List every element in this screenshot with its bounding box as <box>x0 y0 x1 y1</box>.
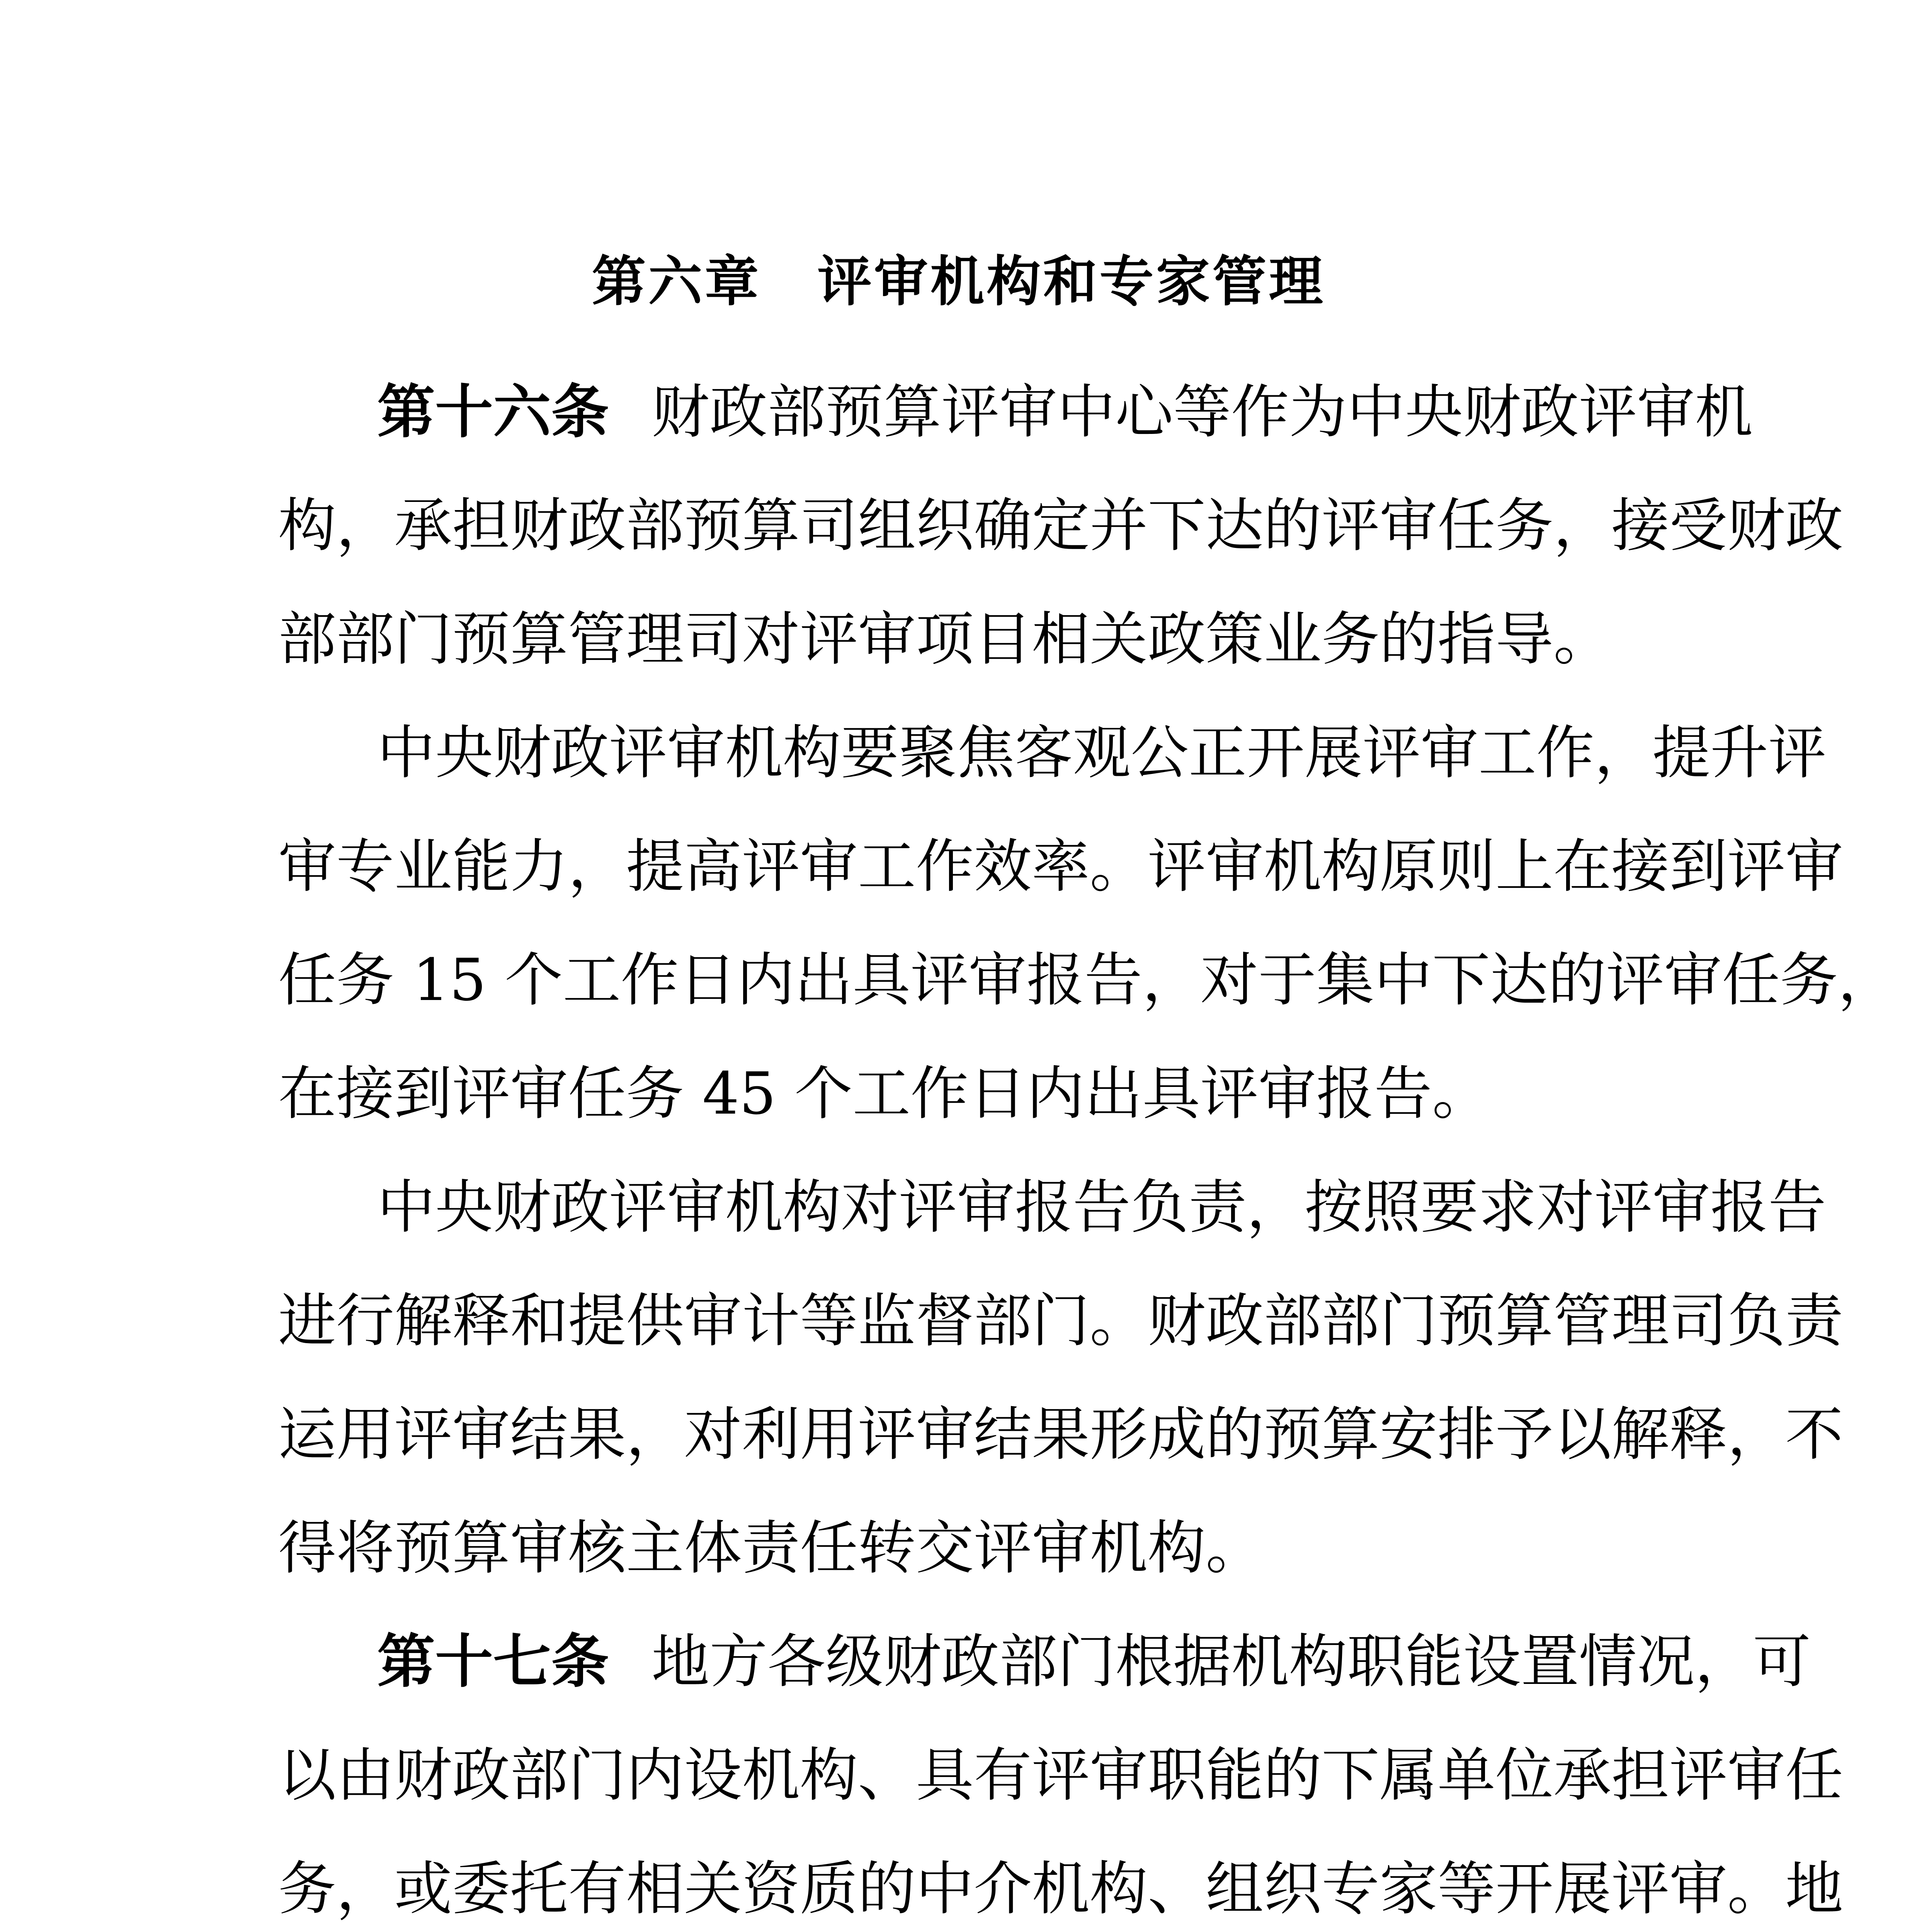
para-16-2-line-2: 审专业能力，提高评审工作效率。评审机构原则上在接到评审 <box>278 833 1844 900</box>
para-16-3-line-4: 得将预算审核主体责任转交评审机构。 <box>278 1515 1264 1582</box>
para-16-3-line-3: 运用评审结果，对利用评审结果形成的预算安排予以解释，不 <box>278 1401 1844 1468</box>
article-16-line-2: 构，承担财政部预算司组织确定并下达的评审任务，接受财政 <box>278 492 1844 560</box>
article-16-line-3: 部部门预算管理司对评审项目相关政策业务的指导。 <box>278 606 1612 673</box>
article-17-line-1 <box>278 1605 1811 1719</box>
chapter-title: 第六章 评审机构和专家管理 <box>592 250 1325 313</box>
para-16-3-line-1: 中央财政评审机构对评审报告负责，按照要求对评审报告 <box>377 1174 1827 1241</box>
para-16-2-line-1: 中央财政评审机构要聚焦客观公正开展评审工作，提升评 <box>377 719 1827 787</box>
article-16-text-1: 财政部预算评审中心等作为中央财政评审机 <box>651 379 1753 446</box>
article-17-line-3: 务，或委托有相关资质的中介机构、组织专家等开展评审。地 <box>278 1855 1844 1923</box>
body-text <box>278 355 1896 1932</box>
para-16-2-line-3: 任务 15 个工作日内出具评审报告，对于集中下达的评审任务， <box>278 947 1896 1014</box>
article-17-label: 第十七条 <box>377 1628 609 1696</box>
para-16-2-line-4: 在接到评审任务 45 个工作日内出具评审报告。 <box>278 1060 1490 1128</box>
article-16-label: 第十六条 <box>377 379 609 446</box>
article-17-line-2: 以由财政部门内设机构、具有评审职能的下属单位承担评审任 <box>278 1742 1844 1809</box>
article-16-line-1 <box>278 355 1753 469</box>
article-17-text-1: 地方各级财政部门根据机构职能设置情况，可 <box>651 1628 1811 1696</box>
para-16-3-line-2: 进行解释和提供审计等监督部门。财政部部门预算管理司负责 <box>278 1287 1844 1355</box>
